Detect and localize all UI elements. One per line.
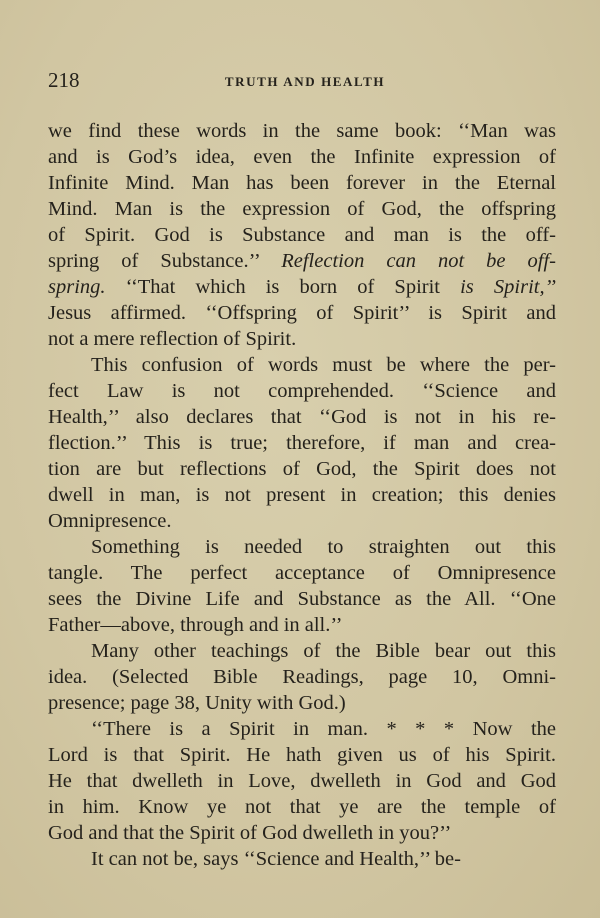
text-segment: This confusion of words must be where the per- (91, 354, 556, 376)
text-line (48, 456, 556, 482)
text-line (48, 586, 556, 612)
text-line (48, 794, 556, 820)
text-line (48, 170, 556, 196)
text-line (48, 352, 556, 378)
text-line (48, 560, 556, 586)
text-segment: sees the Divine Life and Substance as the All. ‘‘One (48, 588, 556, 610)
text-segment: of Spirit. God is Substance and man is the off- (48, 224, 556, 246)
text-segment: ‘‘That which is born of Spirit (105, 276, 461, 298)
text-segment: Health,’’ also declares that ‘‘God is not in his re- (48, 406, 556, 428)
italic-text: is Spirit,’’ (460, 276, 556, 298)
text-line (48, 690, 556, 716)
text-line (48, 326, 556, 352)
text-segment: not a mere reflection of Spirit. (48, 328, 297, 350)
text-line (48, 222, 556, 248)
text-line (48, 378, 556, 404)
text-segment: He that dwelleth in Love, dwelleth in God and God (48, 770, 556, 792)
text-line (48, 846, 556, 872)
text-line (48, 248, 556, 274)
text-segment: Many other teachings of the Bible bear out this (91, 640, 556, 662)
text-segment: Infinite Mind. Man has been forever in the Eternal (48, 172, 556, 194)
italic-text: Reflection can not be off- (281, 250, 557, 272)
text-segment: Mind. Man is the expression of God, the offspring (48, 198, 556, 220)
text-segment: presence; page 38, Unity with God.) (48, 692, 346, 714)
text-line (48, 638, 556, 664)
text-segment: and is God’s idea, even the Infinite expression of (48, 146, 556, 168)
text-segment: ‘‘There is a Spirit in man. * * * Now the (91, 718, 556, 740)
text-segment: It can not be, says ‘‘Science and Health,’’ be- (91, 848, 461, 870)
text-line (48, 274, 556, 300)
text-segment: we find these words in the same book: ‘‘Man was (48, 120, 556, 142)
body-text (48, 118, 556, 872)
text-segment: God and that the Spirit of God dwelleth in you?’’ (48, 822, 452, 844)
text-segment: Something is needed to straighten out this (91, 536, 556, 558)
text-segment: spring of Substance.’’ (48, 250, 282, 272)
text-line (48, 820, 556, 846)
text-line (48, 508, 556, 534)
text-line (48, 742, 556, 768)
running-title: TRUTH AND HEALTH (224, 74, 386, 89)
text-line (48, 300, 556, 326)
text-line (48, 144, 556, 170)
text-line (48, 534, 556, 560)
text-line (48, 196, 556, 222)
text-segment: tangle. The perfect acceptance of Omnipresence (48, 562, 556, 584)
text-segment: dwell in man, is not present in creation; this denies (48, 484, 556, 506)
text-line (48, 664, 556, 690)
text-segment: Father—above, through and in all.’’ (48, 614, 343, 636)
text-segment: fect Law is not comprehended. ‘‘Science and (48, 380, 556, 402)
text-line (48, 118, 556, 144)
italic-text: spring. (48, 276, 106, 298)
text-segment: idea. (Selected Bible Readings, page 10, Omni- (48, 666, 556, 688)
text-line (48, 482, 556, 508)
text-segment: flection.’’ This is true; therefore, if man and crea- (48, 432, 556, 454)
text-line (48, 612, 556, 638)
text-segment: Omnipresence. (48, 510, 172, 532)
text-line (48, 430, 556, 456)
text-line (48, 404, 556, 430)
text-line (48, 716, 556, 742)
text-segment: in him. Know ye not that ye are the temple of (48, 796, 556, 818)
text-segment: Jesus affirmed. ‘‘Offspring of Spirit’’ is Spirit and (48, 302, 556, 324)
text-line (48, 768, 556, 794)
text-segment: Lord is that Spirit. He hath given us of his Spirit. (48, 744, 556, 766)
page-number: 218 (48, 68, 80, 92)
text-segment: tion are but reflections of God, the Spirit does not (48, 458, 556, 480)
